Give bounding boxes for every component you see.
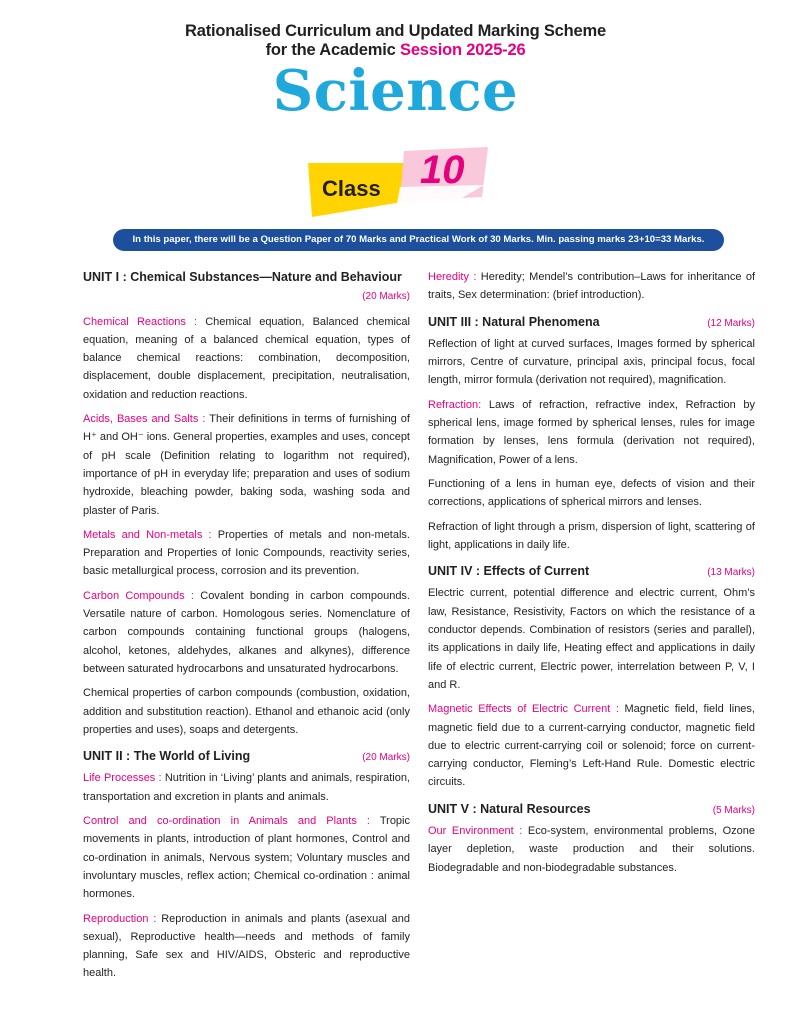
topic-text: Electric current, potential difference and electric current, Ohm’s law, Resistance, Resistivity, Factors on which the resistance of a conductor depends. Combination of resistors (series and parallel), its applications in daily life, Heating effect and applications in daily life of electric current, Electric power, interrelation between P, V, I and R. xyxy=(428,587,755,691)
unit-3-heading xyxy=(428,313,755,333)
topic-text: Nutrition in ‘Living’ plants and animals, respiration, transportation and excretion in plants and animals. xyxy=(83,772,410,803)
unit-2-marks: (20 Marks) xyxy=(362,752,410,764)
topic-text: Refraction of light through a prism, dispersion of light, scattering of light, applications in daily life. xyxy=(428,520,755,551)
topic-label: Metals and Non-metals : xyxy=(83,528,218,541)
class-number: 10 xyxy=(420,148,465,192)
unit-2-para-3 xyxy=(83,910,410,983)
unit-4-para-1 xyxy=(428,584,755,694)
unit-1-para-1 xyxy=(83,313,410,404)
unit-2-para-4 xyxy=(428,268,755,305)
unit-4-para-2 xyxy=(428,700,755,791)
unit-1-para-5 xyxy=(83,684,410,739)
topic-label: Control and co-ordination in Animals and Plants : xyxy=(83,815,380,828)
unit-5-para-1 xyxy=(428,822,755,877)
academic-prefix: for the Academic xyxy=(265,41,401,59)
unit-4-title: UNIT IV : Effects of Current xyxy=(428,564,590,579)
unit-3-para-4 xyxy=(428,518,755,555)
topic-label: Carbon Compounds : xyxy=(83,589,201,602)
topic-text: Properties of metals and non-metals. Preparation and Properties of Ionic Compounds, reactivity series, basic metallurgical process, corrosion and its prevention. xyxy=(83,528,410,578)
right-column xyxy=(428,268,755,883)
topic-text: Eco-system, environmental problems, Ozone layer depletion, waste production and their solutions. Biodegradable and non-biodegradable substances. xyxy=(428,825,755,874)
session-label: Session 2025-26 xyxy=(400,41,526,59)
topic-text: Chemical equation, Balanced chemical equation, meaning of a balanced chemical equation, types of balance chemical reactions: combination, decomposition, displacement, double displacement, precipitation, neutralisation, oxidation and reduction reactions. xyxy=(83,315,410,401)
unit-2-para-1 xyxy=(83,769,410,806)
unit-1-para-3 xyxy=(83,526,410,581)
topic-label: Our Environment : xyxy=(428,825,528,838)
unit-4-heading xyxy=(428,562,755,582)
topic-text: Their definitions in terms of furnishing of H⁺ and OH⁻ ions. General properties, examples and uses, concept of pH scale (Definition relating to logarithm not required), importance of pH in everyday life; preparation and uses of sodium hydroxide, bleaching powder, baking soda, washing soda and plaster of Paris. xyxy=(83,413,410,517)
topic-label: Chemical Reactions : xyxy=(83,315,206,328)
topic-label: Life Processes : xyxy=(83,772,165,785)
unit-5-heading xyxy=(428,800,755,820)
topic-text: Functioning of a lens in human eye, defects of vision and their corrections, applications of spherical mirrors and lenses. xyxy=(428,477,755,509)
topic-text: Laws of refraction, refractive index, Refraction by spherical lens, image formed by spherical lenses, rules for image formation by lenses, lens formula (derivation not required), Magnification, Power of a lens. xyxy=(428,398,755,466)
unit-3-para-2 xyxy=(428,396,755,469)
unit-2-title: UNIT II : The World of Living xyxy=(83,749,251,764)
left-column xyxy=(83,268,410,989)
unit-1-heading xyxy=(83,268,410,286)
unit-3-para-3 xyxy=(428,475,755,512)
topic-label: Reproduction : xyxy=(83,912,162,925)
topic-label: Refraction: xyxy=(428,398,489,411)
unit-3-title: UNIT III : Natural Phenomena xyxy=(428,314,600,329)
topic-label: Magnetic Effects of Electric Current : xyxy=(428,703,625,716)
unit-2-para-2 xyxy=(83,812,410,903)
unit-5-title: UNIT V : Natural Resources xyxy=(428,801,591,816)
unit-3-para-1 xyxy=(428,335,755,390)
unit-1-para-4 xyxy=(83,587,410,678)
subject-title: Science xyxy=(272,58,519,124)
unit-3-marks: (12 Marks) xyxy=(707,317,755,329)
topic-text: Reproduction in animals and plants (asexual and sexual), Reproductive health—needs and methods of family planning, Safe sex and HIV/AIDS, Obsteric and reproductive health. xyxy=(83,912,410,980)
unit-2-heading xyxy=(83,747,410,767)
unit-4-marks: (13 Marks) xyxy=(707,567,755,579)
topic-label: Acids, Bases and Salts : xyxy=(83,413,210,426)
topic-text: Heredity; Mendel’s contribution–Laws for inheritance of traits, Sex determination: (brief introduction). xyxy=(428,271,755,302)
class-label: Class xyxy=(322,176,381,201)
topic-text: Covalent bonding in carbon compounds. Versatile nature of carbon. Homologous series. Nomenclature of carbon compounds containing functional groups (halogens, alcohol, ketones, aldehydes, alkanes and alkynes), difference between saturated hydrocarbons and unsaturated hydrocarbons. xyxy=(83,589,410,675)
curriculum-heading-line1: Rationalised Curriculum and Updated Marking Scheme xyxy=(185,22,606,40)
unit-1-marks: (20 Marks) xyxy=(362,291,410,303)
topic-text: Tropic movements in plants, introduction of plant hormones, Control and co-ordination in animals, Nervous system; Voluntary muscles and involuntary muscles, reflex action; Chemical co-ordination : animal hormones. xyxy=(83,815,410,901)
topic-text: Magnetic field, field lines, magnetic field due to a current-carrying conductor, magnetic field due to electric current-carrying coil or solenoid; force on current-carrying conductor, Fleming’s Left-Hand Rule. Domestic electric circuits. xyxy=(428,703,755,789)
marks-info-banner: In this paper, there will be a Question Paper of 70 Marks and Practical Work of 30 Marks. Min. passing marks 23+10=33 Marks. xyxy=(113,229,724,251)
topic-label: Heredity : xyxy=(428,271,481,283)
topic-text: Reflection of light at curved surfaces, Images formed by spherical mirrors, Centre of curvature, principal axis, principal focus, focal length, mirror formula (derivation not required), magnification. xyxy=(428,337,755,387)
unit-5-marks: (5 Marks) xyxy=(712,804,755,816)
unit-1-title: UNIT I : Chemical Substances—Nature and Behaviour xyxy=(83,270,402,284)
unit-1-para-2 xyxy=(83,410,410,520)
topic-text: Chemical properties of carbon compounds (combustion, oxidation, addition and substitution reaction). Ethanol and ethanoic acid (only properties and uses), soaps and detergents. xyxy=(83,687,410,736)
